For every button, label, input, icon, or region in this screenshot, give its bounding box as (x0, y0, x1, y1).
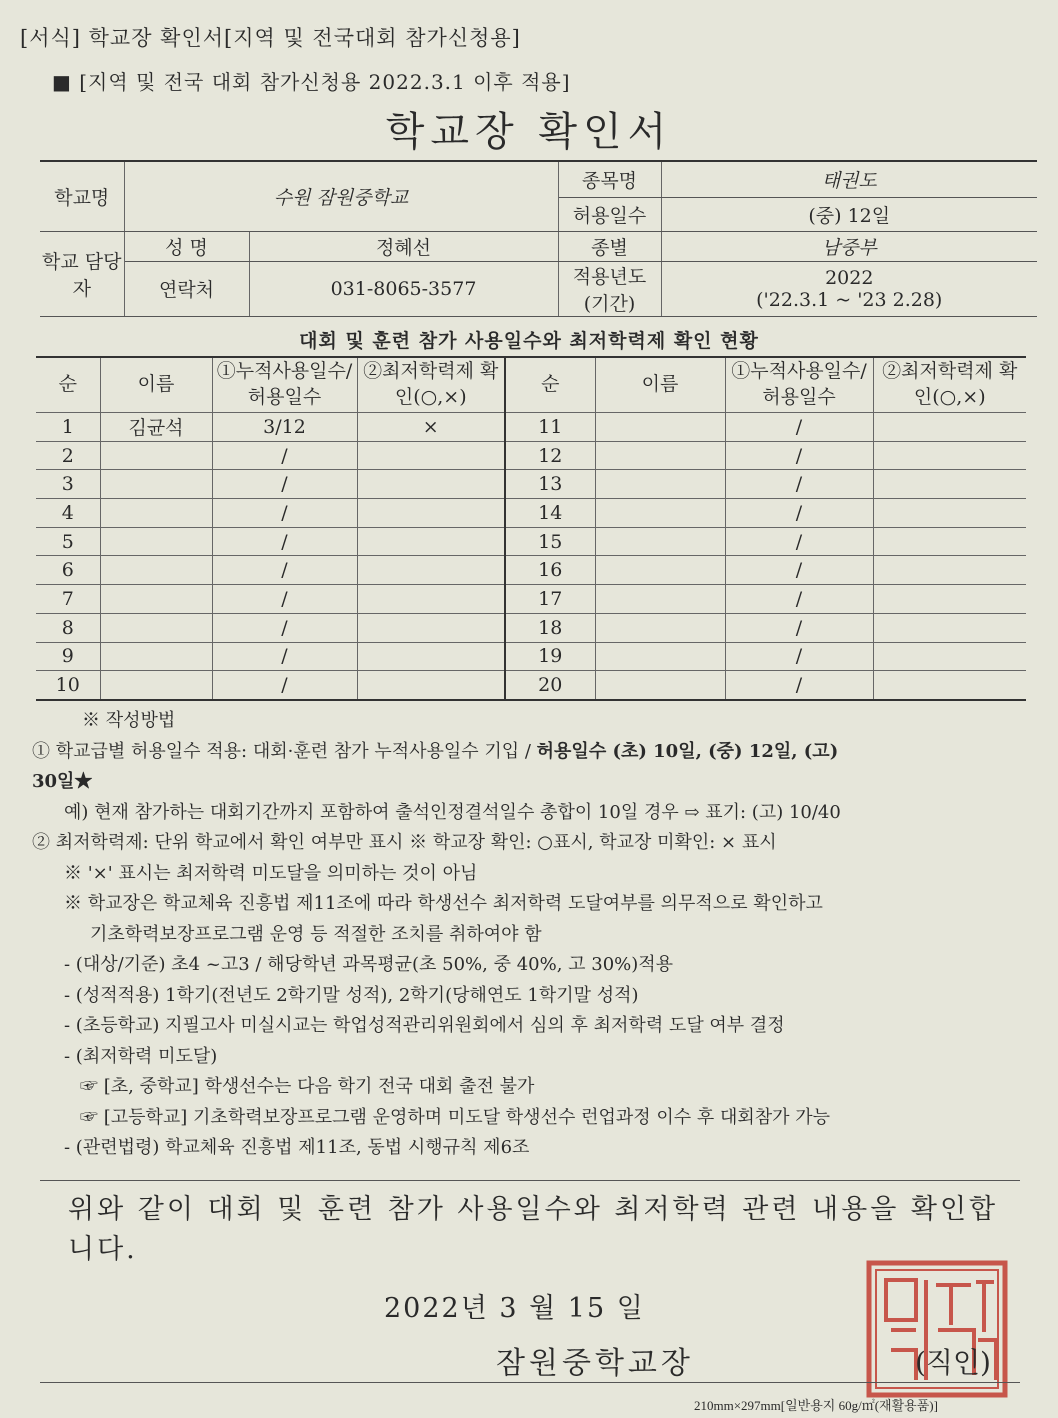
confirmation-text: 위와 같이 대회 및 훈련 참가 사용일수와 최저학력 관련 내용을 확인합니다. (68, 1194, 999, 1265)
note-1-example: 예) 현재 참가하는 대회기간까지 포함하여 출석인정결석일수 총합이 10일 경우 ⇨ 표기: (고) 10/40 (64, 801, 841, 823)
form-title: [서식] 학교장 확인서[지역 및 전국대회 참가신청용] (20, 26, 521, 50)
row-days: / (212, 527, 357, 556)
row-name (100, 613, 212, 642)
row-days: / (725, 470, 873, 499)
usage-table (36, 356, 1026, 701)
table-row (36, 585, 1026, 614)
row-check (357, 527, 505, 556)
paper-spec: 210mm×297mm[일반용지 60g/㎡(재활용품)] (694, 1398, 938, 1413)
row-no: 12 (505, 441, 595, 470)
name-label: 성 명 (124, 231, 249, 261)
contact-value: 031-8065-3577 (249, 261, 558, 316)
note-2b: ※ 학교장은 학교체육 진흥법 제11조에 따라 학생선수 최저학력 도달여부를 의무적으로 확인하고 (64, 893, 823, 914)
table-row (36, 556, 1026, 585)
row-check (357, 441, 505, 470)
row-name (100, 585, 212, 614)
row-check (357, 470, 505, 499)
detail-3: - (초등학교) 지필고사 미실시교는 학업성적관리위원회에서 심의 후 최저학력 도달 여부 결정 (64, 1015, 785, 1036)
col-check: ②최저학력제 확인(○,×) (873, 357, 1026, 413)
row-no: 3 (36, 470, 100, 499)
row-days: / (725, 413, 873, 442)
row-check (873, 613, 1026, 642)
row-no: 16 (505, 556, 595, 585)
row-no: 2 (36, 441, 100, 470)
division-label: 종별 (558, 231, 661, 261)
year-label: 적용년도 (기간) (558, 261, 661, 316)
instructions-heading: ※ 작성방법 (82, 710, 176, 731)
row-days: / (725, 585, 873, 614)
col-no: 순 (36, 357, 100, 413)
row-days: / (212, 470, 357, 499)
table-row (36, 671, 1026, 700)
row-days: / (725, 499, 873, 528)
detail-1: - (대상/기준) 초4 ~고3 / 해당학년 과목평균(초 50%, 중 40%, 고 30%)적용 (64, 954, 674, 975)
row-days: / (725, 527, 873, 556)
row-check (357, 585, 505, 614)
note-1 (32, 737, 1032, 768)
row-no: 8 (36, 613, 100, 642)
row-no: 19 (505, 642, 595, 671)
year-cell (661, 261, 1037, 316)
seal-label: (직인) (915, 1346, 991, 1379)
row-no: 17 (505, 585, 595, 614)
instructions (32, 706, 1032, 1164)
row-days: / (725, 556, 873, 585)
allowed-days-label: 허용일수 (558, 197, 661, 231)
row-name (100, 642, 212, 671)
row-no: 15 (505, 527, 595, 556)
note-2a: ※ '×' 표시는 최저학력 미도달을 의미하는 것이 아님 (64, 862, 478, 884)
col-check: ②최저학력제 확인(○,×) (357, 357, 505, 413)
name-value: 정혜선 (249, 231, 558, 261)
row-check (873, 671, 1026, 700)
row-no: 20 (505, 671, 595, 700)
row-days: / (212, 671, 357, 700)
row-no: 11 (505, 413, 595, 442)
event-label: 종목명 (558, 161, 661, 197)
note-1-text: ① 학교급별 허용일수 적용: 대회·훈련 참가 누적사용일수 기입 / (32, 740, 537, 762)
row-no: 9 (36, 642, 100, 671)
row-name (595, 441, 725, 470)
contact-label: 연락처 (124, 261, 249, 316)
divider-bottom (40, 1382, 1020, 1383)
divider (40, 1180, 1020, 1181)
table-row (36, 527, 1026, 556)
usage-section-title: 대회 및 훈련 참가 사용일수와 최저학력제 확인 현황 (299, 330, 759, 352)
row-no: 10 (36, 671, 100, 700)
row-name: 김균석 (100, 413, 212, 442)
year-value: 2022 (825, 266, 874, 289)
row-name (595, 585, 725, 614)
detail-4b: ☞ [고등학교] 기초학력보장프로그램 운영하며 미도달 학생선수 런업과정 이수 후 대회참가 가능 (80, 1106, 831, 1128)
row-days: / (212, 642, 357, 671)
row-name (100, 441, 212, 470)
row-check: × (357, 413, 505, 442)
period-value: ('22.3.1 ~ '23 2.28) (756, 288, 943, 311)
detail-4: - (최저학력 미도달) (64, 1045, 218, 1067)
info-table (40, 160, 1037, 317)
row-no: 1 (36, 413, 100, 442)
row-check (873, 413, 1026, 442)
table-row (36, 613, 1026, 642)
confirmation-date: 2022년 3 월 15 일 (384, 1293, 645, 1324)
row-no: 13 (505, 470, 595, 499)
detail-2: - (성적적용) 1학기(전년도 2학기말 성적), 2학기(당해연도 1학기말 성적) (64, 984, 639, 1006)
row-days: / (725, 642, 873, 671)
row-check (873, 470, 1026, 499)
detail-5: - (관련법령) 학교체육 진흥법 제11조, 동법 시행규칙 제6조 (64, 1137, 530, 1158)
row-days: / (725, 441, 873, 470)
row-no: 6 (36, 556, 100, 585)
col-name: 이름 (100, 357, 212, 413)
col-days: ①누적사용일수/ 허용일수 (212, 357, 357, 413)
row-name (100, 556, 212, 585)
detail-4a: ☞ [초, 중학교] 학생선수는 다음 학기 전국 대회 출전 불가 (80, 1076, 535, 1097)
allowed-days-value: (중) 12일 (661, 197, 1037, 231)
row-name (100, 470, 212, 499)
document-title: 학교장 확인서 (385, 109, 673, 155)
row-days: / (725, 613, 873, 642)
table-row (36, 499, 1026, 528)
row-days: / (212, 585, 357, 614)
row-check (873, 585, 1026, 614)
row-name (595, 642, 725, 671)
row-days: / (212, 499, 357, 528)
row-days: / (212, 556, 357, 585)
row-check (873, 556, 1026, 585)
col-name: 이름 (595, 357, 725, 413)
row-name (100, 499, 212, 528)
form-subtitle: ■ [지역 및 전국 대회 참가신청용 2022.3.1 이후 적용] (52, 70, 571, 94)
table-row (36, 470, 1026, 499)
row-check (357, 613, 505, 642)
manager-label: 학교 담당자 (40, 231, 124, 316)
row-check (873, 441, 1026, 470)
school-label: 학교명 (40, 161, 124, 231)
row-no: 5 (36, 527, 100, 556)
row-days: 3/12 (212, 413, 357, 442)
event-value: 태권도 (661, 161, 1037, 197)
division-value: 남중부 (661, 231, 1037, 261)
row-no: 7 (36, 585, 100, 614)
row-days: / (725, 671, 873, 700)
row-no: 18 (505, 613, 595, 642)
row-no: 4 (36, 499, 100, 528)
row-check (357, 642, 505, 671)
row-name (595, 556, 725, 585)
row-name (595, 671, 725, 700)
col-days: ①누적사용일수/ 허용일수 (725, 357, 873, 413)
row-name (100, 527, 212, 556)
row-check (873, 642, 1026, 671)
row-no: 14 (505, 499, 595, 528)
principal-name: 잠원중학교장 (496, 1346, 694, 1381)
note-1-cont: 30일★ (32, 771, 93, 792)
note-2c: 기초학력보장프로그램 운영 등 적절한 조치를 취하여야 함 (90, 923, 542, 945)
table-row (36, 642, 1026, 671)
row-name (595, 613, 725, 642)
note-1-allowed: 허용일수 (초) 10일, (중) 12일, (고) (536, 740, 839, 762)
row-name (595, 470, 725, 499)
row-check (873, 527, 1026, 556)
row-check (873, 499, 1026, 528)
row-check (357, 671, 505, 700)
row-name (595, 413, 725, 442)
row-check (357, 556, 505, 585)
row-name (595, 499, 725, 528)
row-days: / (212, 441, 357, 470)
row-days: / (212, 613, 357, 642)
table-row (36, 413, 1026, 442)
table-row (36, 441, 1026, 470)
row-name (100, 671, 212, 700)
note-2: ② 최저학력제: 단위 학교에서 확인 여부만 표시 ※ 학교장 확인: ○표시, 학교장 미확인: × 표시 (32, 832, 777, 853)
row-name (595, 527, 725, 556)
col-no: 순 (505, 357, 595, 413)
school-value: 수원 잠원중학교 (124, 161, 558, 231)
row-check (357, 499, 505, 528)
